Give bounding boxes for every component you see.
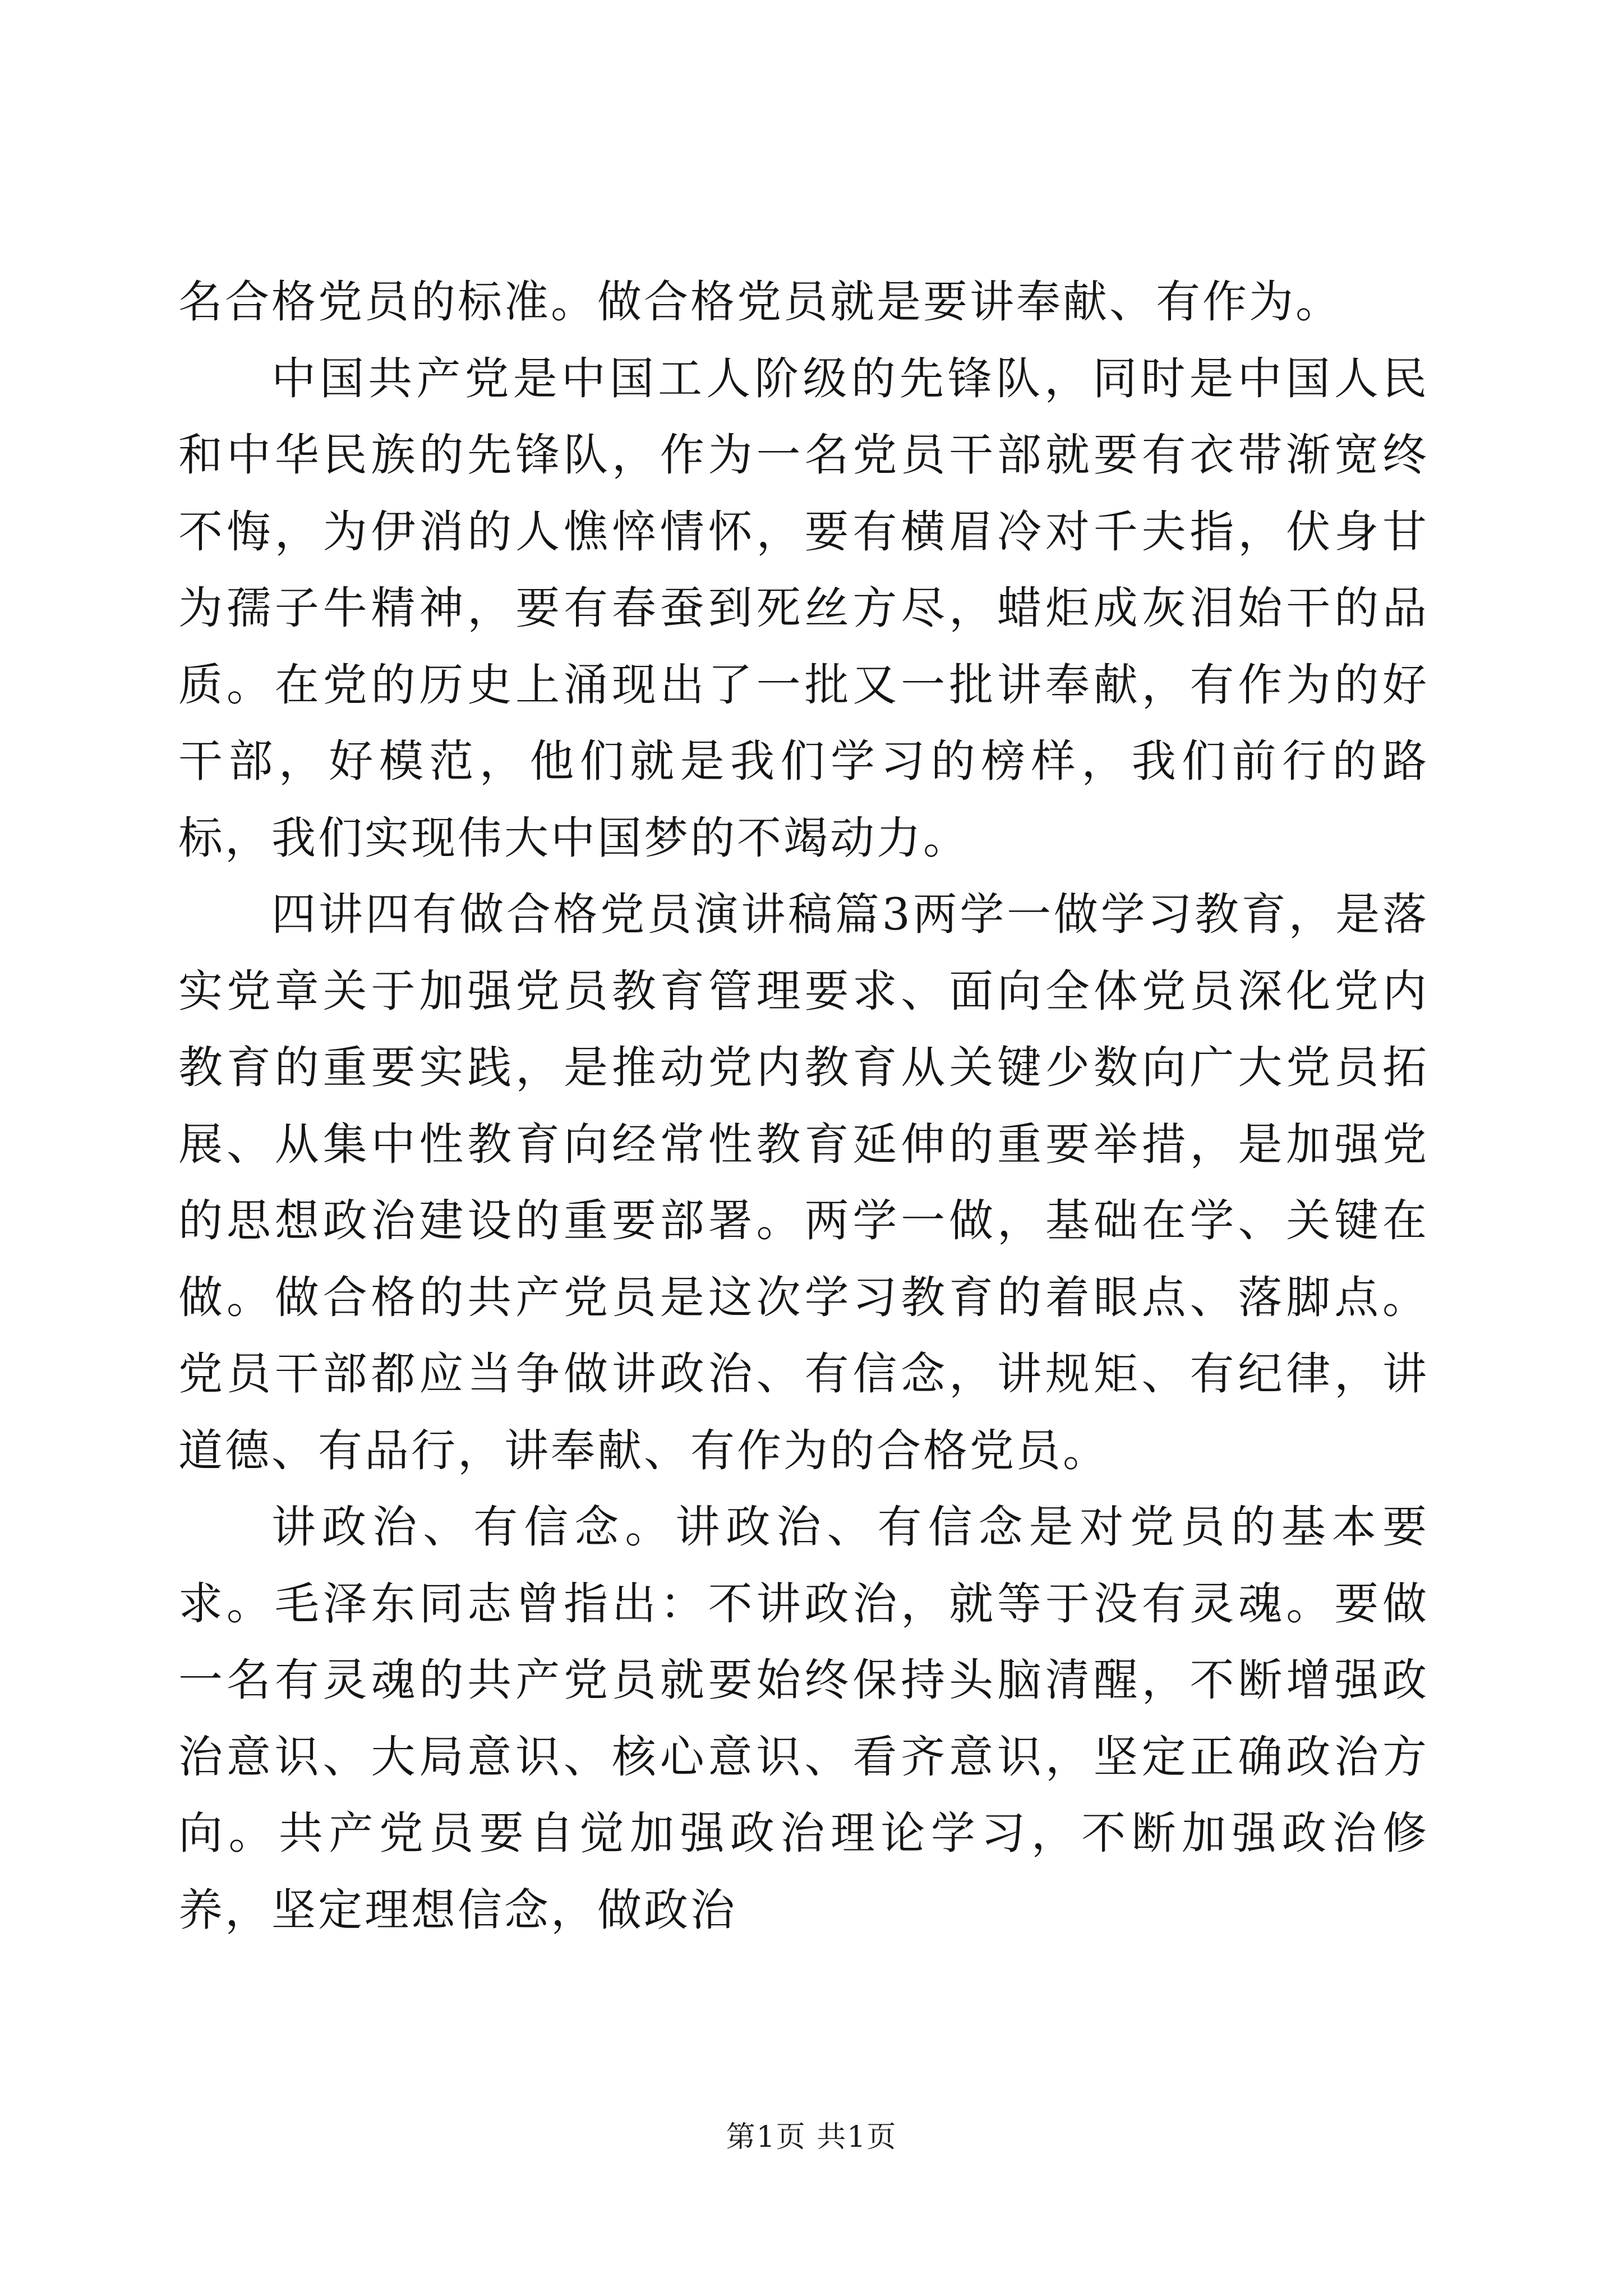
page-footer: 第1页 共1页 xyxy=(726,2120,897,2154)
paragraph-1: 名合格党员的标准。做合格党员就是要讲奉献、有作为。 xyxy=(178,276,1342,328)
paragraph-2: 中国共产党是中国工人阶级的先锋队，同时是中国人民和中华民族的先锋队，作为一名党员干部就要有衣带渐宽终不悔，为伊消的人憔悴情怀，要有横眉冷对千夫指，伏身甘为孺子牛精神，要有春蚕到死丝方尽，蜡炬成灰泪始干的品质。在党的历史上涌现出了一批又一批讲奉献，有作为的好干部，好模范，他们就是我们学习的榜样，我们前行的路标，我们实现伟大中国梦的不竭动力。 xyxy=(178,352,1429,864)
document-body xyxy=(178,264,1429,1948)
paragraph-3: 四讲四有做合格党员演讲稿篇3两学一做学习教育，是落实党章关于加强党员教育管理要求、面向全体党员深化党内教育的重要实践，是推动党内教育从关键少数向广大党员拓展、从集中性教育向经常性教育延伸的重要举措，是加强党的思想政治建设的重要部署。两学一做，基础在学、关键在做。做合格的共产党员是这次学习教育的着眼点、落脚点。党员干部都应当争做讲政治、有信念，讲规矩、有纪律，讲道德、有品行，讲奉献、有作为的合格党员。 xyxy=(178,889,1429,1476)
paragraph-4: 讲政治、有信念。讲政治、有信念是对党员的基本要求。毛泽东同志曾指出：不讲政治，就等于没有灵魂。要做一名有灵魂的共产党员就要始终保持头脑清醒，不断增强政治意识、大局意识、核心意识、看齐意识，坚定正确政治方向。共产党员要自觉加强政治理论学习，不断加强政治修养，坚定理想信念，做政治 xyxy=(178,1501,1429,1936)
